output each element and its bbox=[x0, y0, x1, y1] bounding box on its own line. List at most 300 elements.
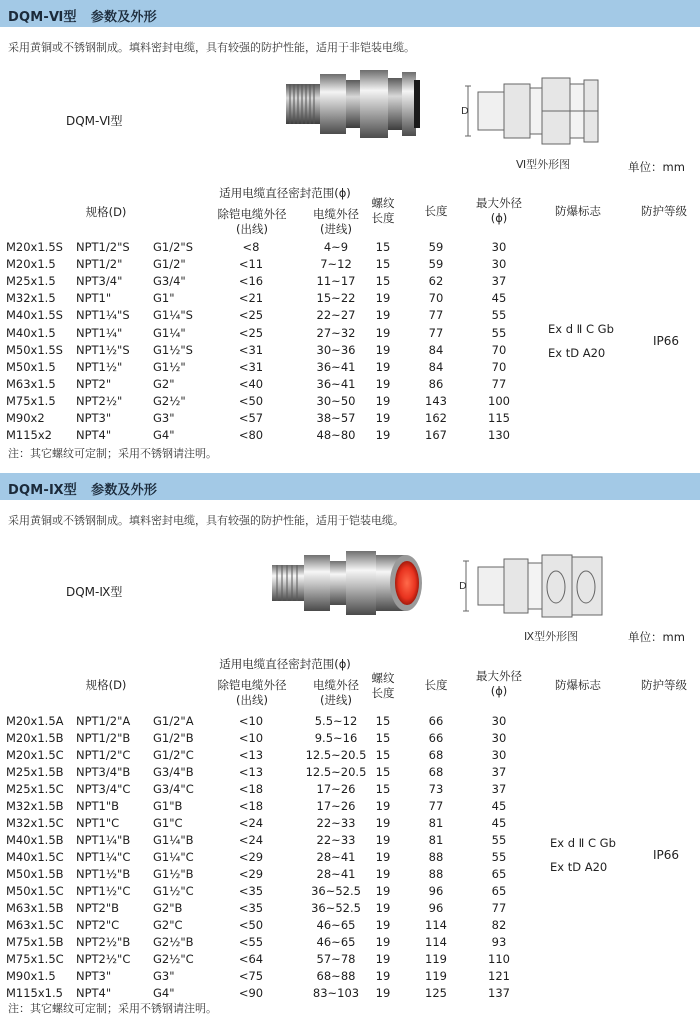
footnote: 注：其它螺纹可定制；采用不锈钢请注明。 bbox=[8, 1002, 217, 1015]
cell-armored: <21 bbox=[238, 291, 264, 306]
cell-npt: NPT1¼"B bbox=[76, 833, 131, 847]
cell-armored: <29 bbox=[238, 867, 264, 881]
ex-mark-1: Ex d Ⅱ C Gb bbox=[548, 322, 614, 336]
ex-mark-1: Ex d Ⅱ C Gb bbox=[550, 836, 616, 850]
cell-max: 30 bbox=[491, 748, 507, 762]
cell-thread: 19 bbox=[375, 308, 391, 323]
cell-length: 167 bbox=[425, 428, 447, 443]
cell-g: G1"C bbox=[153, 816, 183, 830]
cell-spec: M20x1.5S bbox=[6, 240, 63, 254]
cell-max: 110 bbox=[488, 952, 510, 966]
header-armored: 除铠电缆外径 (出线) bbox=[217, 207, 287, 236]
cell-spec: M50x1.5B bbox=[6, 867, 64, 881]
cell-cable: 22~27 bbox=[316, 308, 356, 323]
section-title: DQM-Ⅸ型 参数及外形 bbox=[8, 483, 158, 498]
cell-thread: 19 bbox=[375, 935, 391, 949]
cell-max: 37 bbox=[491, 274, 507, 289]
cell-armored: <50 bbox=[238, 393, 264, 408]
table-row bbox=[0, 952, 700, 969]
cell-npt: NPT4" bbox=[76, 428, 112, 443]
cell-length: 59 bbox=[428, 240, 444, 254]
cell-spec: M40x1.5 bbox=[6, 325, 56, 340]
cell-thread: 15 bbox=[375, 240, 391, 254]
cell-g: G2" bbox=[153, 376, 175, 391]
cell-npt: NPT3/4"B bbox=[76, 765, 131, 779]
cell-cable: 22~33 bbox=[316, 816, 356, 830]
cell-length: 143 bbox=[425, 393, 447, 408]
cell-thread: 15 bbox=[375, 765, 391, 779]
cell-spec: M40x1.5S bbox=[6, 308, 63, 323]
cell-g: G3" bbox=[153, 411, 175, 425]
section-dqm-ix bbox=[0, 473, 700, 1017]
cell-armored: <25 bbox=[238, 308, 264, 323]
cell-spec: M115x1.5 bbox=[6, 986, 63, 1000]
header-spec: 规格(D) bbox=[85, 205, 127, 219]
cell-cable: 68~88 bbox=[316, 969, 356, 983]
cell-thread: 19 bbox=[375, 816, 391, 830]
cell-length: 88 bbox=[428, 850, 444, 864]
cell-g: G1¼"S bbox=[153, 308, 193, 323]
cell-armored: <24 bbox=[238, 833, 264, 847]
cell-thread: 19 bbox=[375, 342, 391, 357]
cell-thread: 19 bbox=[375, 393, 391, 408]
cell-armored: <16 bbox=[238, 274, 264, 289]
cell-length: 162 bbox=[425, 411, 447, 425]
cell-npt: NPT1½"S bbox=[76, 342, 130, 357]
cell-g: G3/4" bbox=[153, 274, 186, 289]
cell-g: G1¼" bbox=[153, 325, 186, 340]
header-length: 长度 bbox=[424, 204, 448, 218]
table-row bbox=[0, 816, 700, 833]
cell-length: 66 bbox=[428, 731, 444, 745]
cell-thread: 19 bbox=[375, 918, 391, 932]
table-row bbox=[0, 428, 700, 445]
cell-spec: M75x1.5C bbox=[6, 952, 64, 966]
cell-npt: NPT3" bbox=[76, 411, 112, 425]
cell-max: 130 bbox=[488, 428, 510, 443]
unit-label: 单位：mm bbox=[628, 160, 685, 174]
cell-armored: <80 bbox=[238, 428, 264, 443]
cell-max: 30 bbox=[491, 240, 507, 254]
cell-cable: 36~52.5 bbox=[311, 901, 361, 915]
section-title-bar bbox=[0, 473, 700, 500]
cell-armored: <10 bbox=[238, 714, 264, 728]
table-row bbox=[0, 918, 700, 935]
cell-length: 114 bbox=[425, 918, 447, 932]
cell-length: 81 bbox=[428, 816, 444, 830]
cell-g: G1"B bbox=[153, 799, 183, 813]
table-row bbox=[0, 240, 700, 257]
cell-cable: 30~36 bbox=[316, 342, 356, 357]
header-spec: 规格(D) bbox=[85, 678, 127, 692]
cell-cable: 46~65 bbox=[316, 918, 356, 932]
cell-spec: M63x1.5B bbox=[6, 901, 64, 915]
table-row bbox=[0, 714, 700, 731]
cell-max: 82 bbox=[491, 918, 507, 932]
cell-armored: <57 bbox=[238, 411, 264, 425]
header-range-group: 适用电缆直径密封范围(ϕ) bbox=[219, 657, 351, 671]
cell-armored: <8 bbox=[242, 240, 260, 254]
cell-spec: M25x1.5C bbox=[6, 782, 64, 796]
cell-spec: M90x1.5 bbox=[6, 969, 56, 983]
cell-cable: 38~57 bbox=[316, 411, 356, 425]
cell-thread: 15 bbox=[375, 714, 391, 728]
cell-max: 55 bbox=[491, 850, 507, 864]
cell-npt: NPT2" bbox=[76, 376, 112, 391]
cell-max: 77 bbox=[491, 901, 507, 915]
cell-length: 84 bbox=[428, 342, 444, 357]
cell-length: 119 bbox=[425, 952, 447, 966]
cell-npt: NPT3" bbox=[76, 969, 112, 983]
cell-cable: 48~80 bbox=[316, 428, 356, 443]
table-row bbox=[0, 274, 700, 291]
cell-spec: M20x1.5C bbox=[6, 748, 64, 762]
cell-spec: M32x1.5 bbox=[6, 291, 56, 306]
cell-length: 125 bbox=[425, 986, 447, 1000]
section-title-bar bbox=[0, 0, 700, 27]
cell-thread: 19 bbox=[375, 867, 391, 881]
cell-npt: NPT1/2" bbox=[76, 257, 123, 272]
header-cable: 电缆外径 (进线) bbox=[313, 678, 359, 707]
cell-length: 66 bbox=[428, 714, 444, 728]
cell-max: 30 bbox=[491, 731, 507, 745]
cell-thread: 15 bbox=[375, 257, 391, 272]
cell-length: 119 bbox=[425, 969, 447, 983]
cell-thread: 19 bbox=[375, 901, 391, 915]
product-photo-vi bbox=[280, 62, 428, 146]
cell-thread: 19 bbox=[375, 986, 391, 1000]
cell-length: 86 bbox=[428, 376, 444, 391]
cell-max: 65 bbox=[491, 884, 507, 898]
cell-npt: NPT1½"B bbox=[76, 867, 131, 881]
cell-g: G2½" bbox=[153, 393, 186, 408]
cell-npt: NPT1¼" bbox=[76, 325, 123, 340]
cell-cable: 5.5~12 bbox=[314, 714, 358, 728]
drawing-caption: Ⅸ型外形图 bbox=[524, 630, 579, 643]
cell-cable: 9.5~16 bbox=[314, 731, 358, 745]
cell-npt: NPT1½" bbox=[76, 359, 123, 374]
cell-max: 70 bbox=[491, 359, 507, 374]
cell-npt: NPT2½"C bbox=[76, 952, 131, 966]
cell-armored: <64 bbox=[238, 952, 264, 966]
cell-spec: M50x1.5C bbox=[6, 884, 64, 898]
table-row bbox=[0, 935, 700, 952]
cell-npt: NPT1/2"A bbox=[76, 714, 131, 728]
cell-max: 115 bbox=[488, 411, 510, 425]
cell-g: G1/2" bbox=[153, 257, 186, 272]
header-ip-grade: 防护等级 bbox=[641, 204, 687, 218]
cell-spec: M50x1.5S bbox=[6, 342, 63, 357]
cell-cable: 28~41 bbox=[316, 867, 356, 881]
cell-npt: NPT1¼"S bbox=[76, 308, 130, 323]
cell-length: 114 bbox=[425, 935, 447, 949]
cell-armored: <13 bbox=[238, 765, 264, 779]
cell-cable: 17~26 bbox=[316, 782, 356, 796]
header-length: 长度 bbox=[424, 678, 448, 692]
cell-npt: NPT3/4" bbox=[76, 274, 123, 289]
cell-thread: 19 bbox=[375, 952, 391, 966]
ex-mark-2: Ex tD A20 bbox=[550, 860, 608, 874]
cell-thread: 19 bbox=[375, 969, 391, 983]
cell-armored: <18 bbox=[238, 799, 264, 813]
unit-label: 单位：mm bbox=[628, 630, 685, 644]
cell-length: 77 bbox=[428, 325, 444, 340]
cell-g: G1½" bbox=[153, 359, 186, 374]
header-armored: 除铠电缆外径 (出线) bbox=[217, 678, 287, 707]
table-row bbox=[0, 257, 700, 274]
cell-cable: 11~17 bbox=[316, 274, 356, 289]
cell-spec: M75x1.5 bbox=[6, 393, 56, 408]
cell-armored: <75 bbox=[238, 969, 264, 983]
cell-npt: NPT4" bbox=[76, 986, 112, 1000]
cell-armored: <35 bbox=[238, 901, 264, 915]
cell-length: 62 bbox=[428, 274, 444, 289]
cell-max: 55 bbox=[491, 833, 507, 847]
model-label: DQM-Ⅵ型 bbox=[66, 114, 123, 128]
model-label: DQM-Ⅸ型 bbox=[66, 585, 123, 599]
table-row bbox=[0, 799, 700, 816]
cell-max: 137 bbox=[488, 986, 510, 1000]
cell-spec: M20x1.5 bbox=[6, 257, 56, 272]
cell-cable: 36~52.5 bbox=[311, 884, 361, 898]
cell-spec: M20x1.5A bbox=[6, 714, 64, 728]
cell-g: G3/4"C bbox=[153, 782, 194, 796]
cell-npt: NPT1/2"C bbox=[76, 748, 131, 762]
cell-max: 30 bbox=[491, 257, 507, 272]
cell-npt: NPT3/4"C bbox=[76, 782, 131, 796]
cell-armored: <10 bbox=[238, 731, 264, 745]
cell-armored: <13 bbox=[238, 748, 264, 762]
cell-g: G2"B bbox=[153, 901, 183, 915]
table-row bbox=[0, 360, 700, 377]
cell-armored: <24 bbox=[238, 816, 264, 830]
cell-g: G2½"C bbox=[153, 952, 194, 966]
cell-g: G1½"B bbox=[153, 867, 194, 881]
cell-thread: 15 bbox=[375, 748, 391, 762]
table-row bbox=[0, 782, 700, 799]
cell-spec: M40x1.5C bbox=[6, 850, 64, 864]
cell-length: 96 bbox=[428, 884, 444, 898]
cell-g: G1½"S bbox=[153, 342, 193, 357]
cell-spec: M25x1.5 bbox=[6, 274, 56, 289]
cell-armored: <25 bbox=[238, 325, 264, 340]
cell-npt: NPT1/2"B bbox=[76, 731, 131, 745]
cell-spec: M115x2 bbox=[6, 428, 52, 443]
cell-max: 93 bbox=[491, 935, 507, 949]
cell-npt: NPT1"C bbox=[76, 816, 120, 830]
header-ex-mark: 防爆标志 bbox=[555, 204, 601, 218]
cell-thread: 19 bbox=[375, 376, 391, 391]
technical-drawing-ix bbox=[458, 547, 612, 627]
cell-max: 77 bbox=[491, 376, 507, 391]
cell-max: 37 bbox=[491, 765, 507, 779]
cell-length: 73 bbox=[428, 782, 444, 796]
cell-max: 37 bbox=[491, 782, 507, 796]
cell-npt: NPT2½"B bbox=[76, 935, 131, 949]
header-ex-mark: 防爆标志 bbox=[555, 678, 601, 692]
ex-mark-2: Ex tD A20 bbox=[548, 346, 606, 360]
cell-cable: 36~41 bbox=[316, 359, 356, 374]
cell-npt: NPT2"B bbox=[76, 901, 120, 915]
cell-max: 45 bbox=[491, 291, 507, 306]
cell-cable: 57~78 bbox=[316, 952, 356, 966]
cell-g: G1/2"B bbox=[153, 731, 194, 745]
product-photo-ix bbox=[268, 545, 428, 621]
drawing-caption: Ⅵ型外形图 bbox=[516, 158, 571, 171]
cell-spec: M32x1.5B bbox=[6, 799, 64, 813]
cell-thread: 19 bbox=[375, 291, 391, 306]
cell-thread: 19 bbox=[375, 833, 391, 847]
cell-cable: 12.5~20.5 bbox=[305, 765, 367, 779]
cell-armored: <11 bbox=[238, 257, 264, 272]
dimension-d-label: D bbox=[459, 581, 467, 592]
table-row bbox=[0, 377, 700, 394]
cell-thread: 15 bbox=[375, 731, 391, 745]
ip-rating: IP66 bbox=[653, 334, 680, 348]
cell-spec: M50x1.5 bbox=[6, 359, 56, 374]
section-description: 采用黄铜或不锈钢制成。填料密封电缆，具有较强的防护性能，适用于铠装电缆。 bbox=[8, 514, 404, 527]
cell-thread: 19 bbox=[375, 359, 391, 374]
cell-armored: <18 bbox=[238, 782, 264, 796]
cell-max: 100 bbox=[488, 393, 510, 408]
cell-length: 88 bbox=[428, 867, 444, 881]
cell-spec: M32x1.5C bbox=[6, 816, 64, 830]
cell-thread: 19 bbox=[375, 884, 391, 898]
header-max: 最大外径 (ϕ) bbox=[476, 669, 522, 698]
cell-g: G4" bbox=[153, 428, 175, 443]
header-range-group: 适用电缆直径密封范围(ϕ) bbox=[219, 186, 351, 200]
header-cable: 电缆外径 (进线) bbox=[313, 207, 359, 236]
cell-spec: M40x1.5B bbox=[6, 833, 64, 847]
cell-length: 68 bbox=[428, 748, 444, 762]
cell-thread: 15 bbox=[375, 274, 391, 289]
table-row bbox=[0, 765, 700, 782]
cell-cable: 4~9 bbox=[323, 240, 349, 254]
cell-thread: 19 bbox=[375, 325, 391, 340]
ip-rating: IP66 bbox=[653, 848, 680, 862]
cell-max: 121 bbox=[488, 969, 510, 983]
cell-max: 55 bbox=[491, 308, 507, 323]
cell-armored: <50 bbox=[238, 918, 264, 932]
cell-cable: 22~33 bbox=[316, 833, 356, 847]
table-row bbox=[0, 411, 700, 428]
cell-spec: M25x1.5B bbox=[6, 765, 64, 779]
table-row bbox=[0, 731, 700, 748]
cell-g: G1" bbox=[153, 291, 175, 306]
header-thread: 螺纹 长度 bbox=[371, 196, 395, 225]
cell-max: 45 bbox=[491, 799, 507, 813]
cell-armored: <40 bbox=[238, 376, 264, 391]
cell-length: 96 bbox=[428, 901, 444, 915]
cell-max: 55 bbox=[491, 325, 507, 340]
cell-g: G2"C bbox=[153, 918, 183, 932]
cell-max: 30 bbox=[491, 714, 507, 728]
cell-g: G1/2"A bbox=[153, 714, 194, 728]
technical-drawing-vi bbox=[460, 70, 610, 150]
cell-length: 68 bbox=[428, 765, 444, 779]
cell-cable: 12.5~20.5 bbox=[305, 748, 367, 762]
cell-max: 70 bbox=[491, 342, 507, 357]
cell-g: G2½"B bbox=[153, 935, 194, 949]
cell-length: 77 bbox=[428, 799, 444, 813]
section-dqm-vi bbox=[0, 0, 700, 473]
cell-thread: 19 bbox=[375, 799, 391, 813]
cell-max: 65 bbox=[491, 867, 507, 881]
cell-npt: NPT1¼"C bbox=[76, 850, 131, 864]
cell-armored: <29 bbox=[238, 850, 264, 864]
cell-npt: NPT1" bbox=[76, 291, 112, 306]
cell-cable: 17~26 bbox=[316, 799, 356, 813]
cell-g: G1½"C bbox=[153, 884, 194, 898]
cell-npt: NPT1/2"S bbox=[76, 240, 130, 254]
cell-thread: 19 bbox=[375, 850, 391, 864]
cell-g: G4" bbox=[153, 986, 175, 1000]
header-thread: 螺纹 长度 bbox=[371, 671, 395, 700]
cell-length: 59 bbox=[428, 257, 444, 272]
table-row bbox=[0, 901, 700, 918]
cell-armored: <35 bbox=[238, 884, 264, 898]
cell-cable: 83~103 bbox=[312, 986, 360, 1000]
cell-cable: 46~65 bbox=[316, 935, 356, 949]
cell-cable: 7~12 bbox=[320, 257, 352, 272]
cell-cable: 36~41 bbox=[316, 376, 356, 391]
cell-g: G1/2"C bbox=[153, 748, 194, 762]
table-row bbox=[0, 748, 700, 765]
cell-length: 77 bbox=[428, 308, 444, 323]
cell-thread: 19 bbox=[375, 428, 391, 443]
cell-g: G3/4"B bbox=[153, 765, 194, 779]
cell-cable: 30~50 bbox=[316, 393, 356, 408]
cell-npt: NPT1"B bbox=[76, 799, 120, 813]
table-row bbox=[0, 969, 700, 986]
cell-length: 70 bbox=[428, 291, 444, 306]
cell-spec: M63x1.5C bbox=[6, 918, 64, 932]
cell-armored: <31 bbox=[238, 342, 264, 357]
table-row bbox=[0, 884, 700, 901]
cell-g: G1/2"S bbox=[153, 240, 194, 254]
cell-max: 45 bbox=[491, 816, 507, 830]
table-row bbox=[0, 394, 700, 411]
cell-thread: 15 bbox=[375, 782, 391, 796]
cell-armored: <55 bbox=[238, 935, 264, 949]
cell-npt: NPT2½" bbox=[76, 393, 123, 408]
cell-armored: <31 bbox=[238, 359, 264, 374]
cell-spec: M63x1.5 bbox=[6, 376, 56, 391]
header-max: 最大外径 (ϕ) bbox=[476, 196, 522, 225]
cell-spec: M20x1.5B bbox=[6, 731, 64, 745]
cell-thread: 19 bbox=[375, 411, 391, 425]
header-ip-grade: 防护等级 bbox=[641, 678, 687, 692]
cell-cable: 15~22 bbox=[316, 291, 356, 306]
cell-cable: 28~41 bbox=[316, 850, 356, 864]
cell-g: G3" bbox=[153, 969, 175, 983]
cell-g: G1¼"B bbox=[153, 833, 194, 847]
section-title: DQM-Ⅵ型 参数及外形 bbox=[8, 10, 157, 25]
cell-length: 84 bbox=[428, 359, 444, 374]
cell-spec: M90x2 bbox=[6, 411, 45, 425]
cell-npt: NPT2"C bbox=[76, 918, 120, 932]
footnote: 注：其它螺纹可定制；采用不锈钢请注明。 bbox=[8, 447, 217, 460]
table-row bbox=[0, 291, 700, 308]
dimension-d-label: D bbox=[461, 106, 469, 117]
cell-g: G1¼"C bbox=[153, 850, 194, 864]
cell-npt: NPT1½"C bbox=[76, 884, 131, 898]
cell-spec: M75x1.5B bbox=[6, 935, 64, 949]
cell-length: 81 bbox=[428, 833, 444, 847]
cell-armored: <90 bbox=[238, 986, 264, 1000]
cell-cable: 27~32 bbox=[316, 325, 356, 340]
section-description: 采用黄铜或不锈钢制成。填料密封电缆，具有较强的防护性能，适用于非铠装电缆。 bbox=[8, 41, 415, 54]
